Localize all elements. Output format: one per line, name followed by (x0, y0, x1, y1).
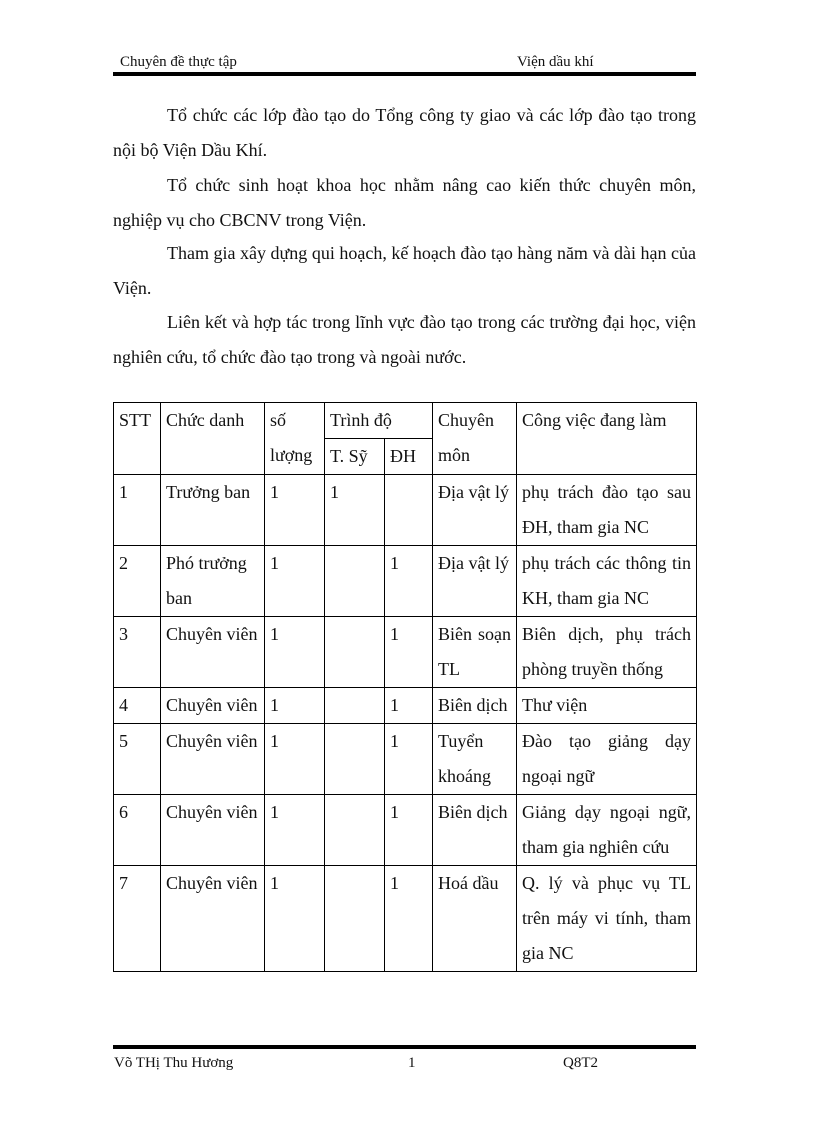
cell-title: Chuyên viên (161, 795, 265, 866)
cell-ts (325, 546, 385, 617)
cell-work: phụ trách đào tạo sau ĐH, tham gia NC (517, 475, 697, 546)
cell-title: Trưởng ban (161, 475, 265, 546)
cell-major: Tuyển khoáng (433, 724, 517, 795)
cell-major: Hoá dầu (433, 866, 517, 972)
cell-title: Chuyên viên (161, 724, 265, 795)
cell-count: 1 (265, 617, 325, 688)
header-title: Chức danh (161, 403, 265, 475)
table-row (114, 866, 697, 972)
cell-work: phụ trách các thông tin KH, tham gia NC (517, 546, 697, 617)
header-level: Trình độ (325, 403, 433, 439)
page-number: 1 (408, 1055, 416, 1071)
cell-dh: 1 (385, 546, 433, 617)
footer-rule (113, 1045, 696, 1049)
cell-work: Đào tạo giảng dạy ngoại ngữ (517, 724, 697, 795)
paragraph-3: Tham gia xây dựng qui hoạch, kế hoạch đào tạo hàng năm và dài hạn của Viện. (113, 243, 696, 298)
cell-count: 1 (265, 688, 325, 724)
cell-major: Biên soạn TL (433, 617, 517, 688)
cell-major: Biên dịch (433, 688, 517, 724)
table-row (114, 475, 697, 546)
cell-count: 1 (265, 866, 325, 972)
header-level-ts: T. Sỹ (325, 439, 385, 475)
cell-stt: 2 (114, 546, 161, 617)
cell-major: Địa vật lý (433, 546, 517, 617)
table-row (114, 546, 697, 617)
cell-dh: 1 (385, 617, 433, 688)
header-work: Công việc đang làm (517, 403, 697, 475)
header-rule (113, 72, 696, 76)
cell-ts (325, 617, 385, 688)
staff-table (113, 402, 697, 972)
header-left: Chuyên đề thực tập (120, 54, 237, 70)
header-major: Chuyên môn (433, 403, 517, 475)
paragraph-1: Tổ chức các lớp đào tạo do Tổng công ty giao và các lớp đào tạo trong nội bộ Viện Dầu Khí. (113, 105, 696, 160)
cell-count: 1 (265, 795, 325, 866)
header-count: số lượng (265, 403, 325, 475)
cell-work: Giảng dạy ngoại ngữ, tham gia nghiên cứu (517, 795, 697, 866)
cell-title: Chuyên viên (161, 688, 265, 724)
cell-ts (325, 866, 385, 972)
cell-stt: 7 (114, 866, 161, 972)
table-header-row (114, 403, 697, 439)
cell-work: Thư viện (517, 688, 697, 724)
cell-work: Q. lý và phục vụ TL trên máy vi tính, tham gia NC (517, 866, 697, 972)
cell-title: Chuyên viên (161, 617, 265, 688)
cell-ts (325, 724, 385, 795)
cell-stt: 4 (114, 688, 161, 724)
cell-stt: 1 (114, 475, 161, 546)
cell-major: Biên dịch (433, 795, 517, 866)
cell-major: Địa vật lý (433, 475, 517, 546)
header-level-dh: ĐH (385, 439, 433, 475)
cell-dh (385, 475, 433, 546)
cell-dh: 1 (385, 795, 433, 866)
footer-author: Võ THị Thu Hương (114, 1055, 234, 1071)
cell-stt: 5 (114, 724, 161, 795)
cell-dh: 1 (385, 688, 433, 724)
cell-stt: 6 (114, 795, 161, 866)
header-right: Viện dầu khí (517, 54, 594, 70)
table-row (114, 795, 697, 866)
cell-count: 1 (265, 546, 325, 617)
paragraph-4: Liên kết và hợp tác trong lĩnh vực đào tạo trong các trường đại học, viện nghiên cứu, tổ chức đào tạo trong và ngoài nước. (113, 312, 696, 367)
cell-work: Biên dịch, phụ trách phòng truyền thống (517, 617, 697, 688)
cell-dh: 1 (385, 724, 433, 795)
footer-code: Q8T2 (563, 1055, 598, 1071)
cell-ts (325, 795, 385, 866)
cell-title: Chuyên viên (161, 866, 265, 972)
table-row (114, 617, 697, 688)
cell-title: Phó trưởng ban (161, 546, 265, 617)
table-row (114, 688, 697, 724)
table-row (114, 724, 697, 795)
cell-ts: 1 (325, 475, 385, 546)
header-stt: STT (114, 403, 161, 475)
paragraph-2: Tổ chức sinh hoạt khoa học nhằm nâng cao kiến thức chuyên môn, nghiệp vụ cho CBCNV trong Viện. (113, 175, 696, 230)
cell-count: 1 (265, 724, 325, 795)
cell-count: 1 (265, 475, 325, 546)
cell-dh: 1 (385, 866, 433, 972)
cell-ts (325, 688, 385, 724)
cell-stt: 3 (114, 617, 161, 688)
